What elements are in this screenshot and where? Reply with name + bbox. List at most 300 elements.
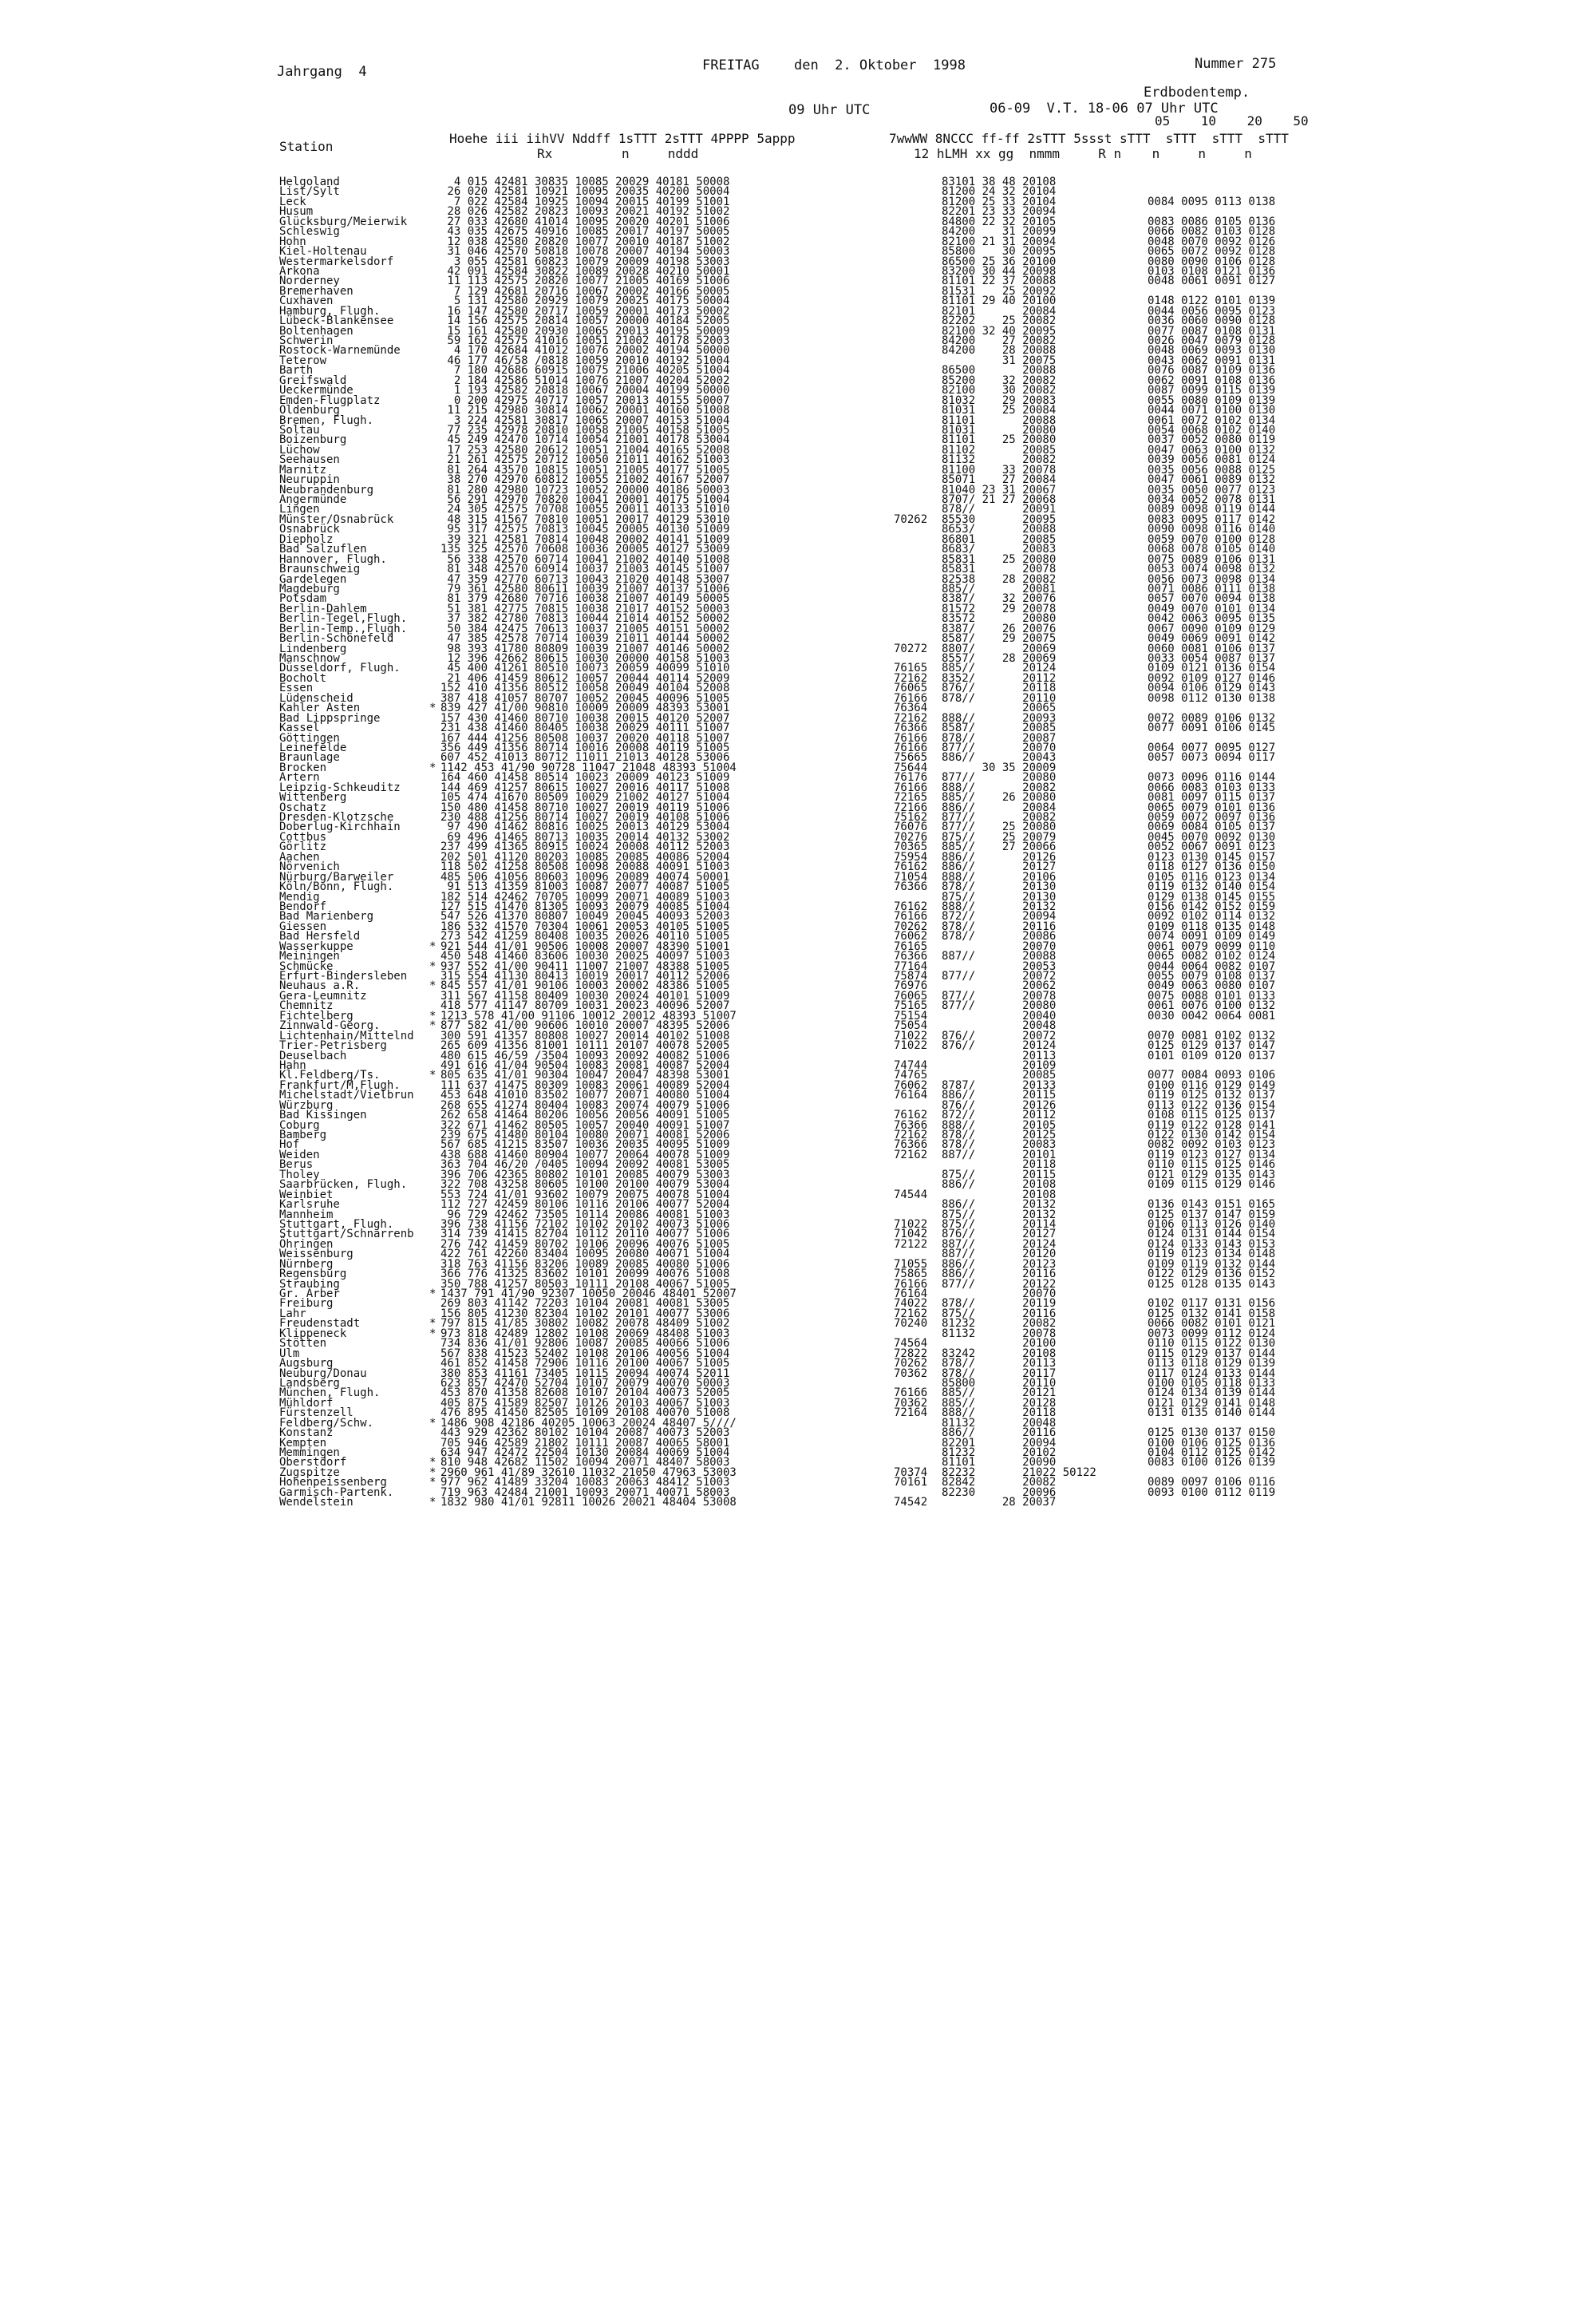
soil-temperatures: 0069 0084 0105 0137 bbox=[1148, 821, 1276, 834]
synop-values: 422 761 42260 83404 10095 20080 40071 51004 bbox=[440, 1248, 730, 1261]
station-name: Magdeburg bbox=[279, 582, 340, 595]
station-name: Straubing bbox=[279, 1277, 340, 1291]
station-column-header: Station bbox=[279, 139, 334, 154]
synop-values: 7 129 42681 20716 10067 20002 40166 50005 bbox=[440, 284, 730, 298]
synop-values: 81 264 43570 10815 10051 21005 40177 51005 bbox=[440, 463, 730, 477]
synop-values: 152 410 41356 80512 10058 20049 40104 52008 bbox=[440, 682, 730, 695]
synop-values: 111 637 41475 80309 10083 20061 40089 52004 bbox=[440, 1078, 730, 1092]
extra-group-a: 76162 bbox=[894, 900, 928, 913]
extra-group-b: 82842 20082 bbox=[942, 1476, 1057, 1489]
synop-values: 1 193 42582 20818 10067 20004 40199 50000 bbox=[440, 384, 730, 398]
extra-group-a: 76164 bbox=[894, 1288, 928, 1300]
soil-temperatures: 0122 0130 0142 0154 bbox=[1148, 1129, 1276, 1141]
extra-group-b: 81101 22 37 20088 bbox=[942, 275, 1057, 288]
station-name: Kassel bbox=[279, 722, 320, 735]
extra-group-b: 886// 20126 bbox=[942, 850, 1057, 864]
synop-values: 485 506 41056 80603 10096 20089 40074 50001 bbox=[440, 870, 730, 884]
synop-values: 300 591 41357 80808 10027 20014 40102 51008 bbox=[440, 1029, 730, 1042]
soil-temperatures: 0045 0070 0092 0130 bbox=[1148, 830, 1276, 844]
soil-temperatures: 0060 0081 0106 0137 bbox=[1148, 642, 1276, 655]
soil-temperatures: 0119 0123 0134 0148 bbox=[1148, 1248, 1276, 1261]
synop-values: 3 055 42581 60823 10079 20009 40198 53003 bbox=[440, 255, 730, 268]
extra-group-a: 75665 bbox=[894, 751, 928, 765]
soil-temperatures: 0061 0072 0102 0134 bbox=[1148, 413, 1276, 427]
extra-group-b: 20113 bbox=[942, 1049, 1057, 1062]
station-name: Bremen, Flugh. bbox=[279, 413, 374, 427]
jahrgang-label: Jahrgang 4 bbox=[277, 64, 367, 80]
mountain-marker: * bbox=[429, 1476, 437, 1489]
soil-temperatures: 0113 0122 0136 0154 bbox=[1148, 1098, 1276, 1112]
soil-temperatures: 0073 0096 0116 0144 bbox=[1148, 771, 1276, 785]
station-name: Hof bbox=[279, 1138, 300, 1152]
station-name: Essen bbox=[279, 682, 314, 695]
extra-group-a: 76166 bbox=[894, 691, 928, 705]
extra-group-b: 85071 27 20084 bbox=[942, 473, 1057, 487]
extra-group-b: 886// 20123 bbox=[942, 1257, 1057, 1271]
weekday-label: FREITAG bbox=[702, 57, 760, 73]
soil-temperatures: 0068 0078 0105 0140 bbox=[1148, 543, 1276, 556]
extra-group-a: 70374 bbox=[894, 1466, 928, 1479]
synop-values: 273 542 41259 80408 10035 20026 40110 51005 bbox=[440, 930, 730, 943]
extra-group-b: 878// 20091 bbox=[942, 503, 1057, 516]
soil-temperatures: 0124 0131 0144 0154 bbox=[1148, 1228, 1276, 1241]
extra-group-a: 72166 bbox=[894, 801, 928, 814]
station-name: Lindenberg bbox=[279, 642, 347, 655]
extra-group-a: 76164 bbox=[894, 1089, 928, 1102]
extra-group-a: 72162 bbox=[894, 1307, 928, 1320]
extra-group-b: 875// 25 20079 bbox=[942, 830, 1057, 844]
extra-group-a: 72162 bbox=[894, 711, 928, 725]
station-name: Brocken bbox=[279, 761, 327, 774]
soil-temperatures: 0062 0091 0108 0136 bbox=[1148, 374, 1276, 387]
station-name: Konstanz bbox=[279, 1426, 334, 1440]
extra-group-a: 70365 bbox=[894, 841, 928, 854]
synop-values: 418 577 41147 80709 10031 20023 40096 52007 bbox=[440, 999, 730, 1013]
station-name: List/Sylt bbox=[279, 185, 340, 199]
synop-values: 56 338 42570 60714 10041 21002 40140 51008 bbox=[440, 552, 730, 566]
extra-group-a: 76166 bbox=[894, 741, 928, 754]
extra-group-b: 81032 29 20083 bbox=[942, 394, 1057, 407]
extra-group-b: 84800 22 32 20105 bbox=[942, 215, 1057, 228]
synop-values: 127 515 41470 81305 10093 20079 40085 51004 bbox=[440, 900, 730, 913]
station-name: Stötten bbox=[279, 1337, 327, 1351]
soil-temperatures: 0054 0068 0102 0140 bbox=[1148, 423, 1276, 437]
synop-values: 239 675 41480 80104 10080 20071 40081 52006 bbox=[440, 1129, 730, 1141]
soil-temperatures: 0121 0129 0141 0148 bbox=[1148, 1396, 1276, 1410]
station-name: Teterow bbox=[279, 354, 327, 367]
extra-group-b: 81200 25 33 20104 bbox=[942, 195, 1057, 208]
extra-group-b: 888// 20093 bbox=[942, 711, 1057, 725]
station-name: Bad Kissingen bbox=[279, 1109, 367, 1122]
extra-group-b: 81132 20082 bbox=[942, 453, 1057, 467]
station-name: Soltau bbox=[279, 423, 320, 437]
station-name: Göttingen bbox=[279, 731, 340, 745]
synop-values: 480 615 46/59 /3504 10093 20092 40082 51006 bbox=[440, 1049, 730, 1062]
soil-temperatures: 0043 0062 0091 0131 bbox=[1148, 354, 1276, 367]
synop-values: 719 963 42484 21001 10093 20071 40071 58003 bbox=[440, 1485, 730, 1499]
synop-values: 810 948 42682 11502 10094 20071 48407 58003 bbox=[440, 1456, 730, 1469]
extra-group-a: 76166 bbox=[894, 1386, 928, 1400]
station-name: Wittenberg bbox=[279, 791, 347, 805]
extra-group-a: 76366 bbox=[894, 722, 928, 735]
synop-values: 311 567 41158 80409 10030 20024 40101 51009 bbox=[440, 989, 730, 1003]
synop-values: 45 249 42470 10714 10054 21001 40178 53004 bbox=[440, 433, 730, 447]
soil-temperatures: 0125 0137 0147 0159 bbox=[1148, 1208, 1276, 1221]
station-name: Landsberg bbox=[279, 1376, 340, 1390]
station-name: Potsdam bbox=[279, 592, 327, 606]
soil-temperatures: 0083 0095 0117 0142 bbox=[1148, 512, 1276, 526]
extra-group-b: 885// 26 20080 bbox=[942, 791, 1057, 805]
soil-temperatures: 0117 0124 0133 0144 bbox=[1148, 1367, 1276, 1380]
synop-values: 705 946 42589 21802 10111 20087 40065 58001 bbox=[440, 1436, 730, 1450]
obs-time-09utc: 09 Uhr UTC bbox=[788, 102, 871, 118]
extra-group-b: 86500 25 36 20100 bbox=[942, 255, 1057, 268]
station-name: Lichtenhain/Mittelnd bbox=[279, 1029, 414, 1042]
extra-group-b: 82100 32 40 20095 bbox=[942, 324, 1057, 338]
synop-values: 396 738 41156 72102 10102 20102 40073 51006 bbox=[440, 1217, 730, 1231]
synop-values: 797 815 41/85 30802 10082 20078 48409 51002 bbox=[440, 1317, 730, 1331]
station-name: Helgoland bbox=[279, 176, 340, 188]
station-name: Greifswald bbox=[279, 374, 347, 387]
extra-group-a: 70262 bbox=[894, 1357, 928, 1371]
extra-group-b: 84200 31 20099 bbox=[942, 225, 1057, 239]
extra-group-b: 885// 20124 bbox=[942, 662, 1057, 675]
soil-temperatures: 0100 0106 0125 0136 bbox=[1148, 1436, 1276, 1450]
synop-values: 150 480 41458 80710 10027 20019 40119 51006 bbox=[440, 801, 730, 814]
synop-values: 43 035 42675 40916 10085 20017 40197 50005 bbox=[440, 225, 730, 239]
synop-values: 314 739 41415 82704 10112 20110 40077 51006 bbox=[440, 1228, 730, 1241]
extra-group-b: 872// 20094 bbox=[942, 910, 1057, 924]
station-name: Lahr bbox=[279, 1307, 306, 1320]
station-name: Gera-Leumnitz bbox=[279, 989, 367, 1003]
synop-values: 363 704 46/20 /0405 10094 20092 40081 53005 bbox=[440, 1158, 730, 1172]
soil-temperatures: 0156 0142 0152 0159 bbox=[1148, 900, 1276, 913]
extra-column-subheader: 12 hLMH xx gg nmmm R n n n n bbox=[914, 146, 1252, 161]
extra-group-b: 85800 20110 bbox=[942, 1376, 1057, 1390]
synop-values: 453 648 41010 83502 10077 20071 40080 51004 bbox=[440, 1089, 730, 1102]
station-name: Diepholz bbox=[279, 532, 334, 546]
synop-values: 921 544 41/01 90506 10008 20007 48390 51001 bbox=[440, 939, 730, 953]
soil-temperatures: 0102 0117 0131 0156 bbox=[1148, 1297, 1276, 1311]
soil-temperatures: 0077 0091 0106 0145 bbox=[1148, 722, 1276, 735]
extra-group-a: 77164 bbox=[894, 959, 928, 973]
station-name: Westermarkelsdorf bbox=[279, 255, 394, 268]
synop-values: 156 805 41230 82304 10102 20101 40077 53006 bbox=[440, 1307, 730, 1320]
station-name: Berlin-Dahlem bbox=[279, 602, 367, 615]
station-name: Michelstadt/Vielbrun bbox=[279, 1089, 414, 1102]
synop-values: 38 270 42970 60812 10055 21002 40167 52007 bbox=[440, 473, 730, 487]
mountain-marker: * bbox=[429, 1288, 437, 1300]
extra-group-b: 81031 20080 bbox=[942, 423, 1057, 437]
station-name: Düsseldorf, Flugh. bbox=[279, 662, 401, 675]
soil-temperatures: 0057 0073 0094 0117 bbox=[1148, 751, 1276, 765]
extra-group-b: 885// 20121 bbox=[942, 1386, 1057, 1400]
extra-group-b: 82100 30 20082 bbox=[942, 384, 1057, 398]
extra-group-b: 86801 20085 bbox=[942, 532, 1057, 546]
extra-group-b: 886// 20116 bbox=[942, 1268, 1057, 1281]
soil-temperatures: 0044 0071 0100 0130 bbox=[1148, 404, 1276, 417]
synop-values: 26 020 42581 10921 10095 20035 40200 50004 bbox=[440, 185, 730, 199]
station-name: Tholey bbox=[279, 1168, 320, 1181]
soil-temperatures: 0077 0087 0108 0131 bbox=[1148, 324, 1276, 338]
station-name: Lingen bbox=[279, 503, 320, 516]
extra-group-a: 72162 bbox=[894, 671, 928, 685]
extra-group-a: 71054 bbox=[894, 870, 928, 884]
soil-temperatures: 0087 0099 0115 0139 bbox=[1148, 384, 1276, 398]
extra-group-b: 888// 20118 bbox=[942, 1406, 1057, 1420]
soil-temperatures: 0125 0130 0137 0150 bbox=[1148, 1426, 1276, 1440]
extra-group-a: 74765 bbox=[894, 1069, 928, 1082]
obs-time-range: 06-09 V.T. 18-06 07 Uhr UTC bbox=[990, 101, 1219, 117]
synop-values: 623 857 42470 52704 10107 20079 40070 50003 bbox=[440, 1376, 730, 1390]
station-name: Weissenburg bbox=[279, 1248, 354, 1261]
extra-group-a: 70362 bbox=[894, 1367, 928, 1380]
synop-values: 135 325 42570 70608 10036 20005 40127 53009 bbox=[440, 543, 730, 556]
synop-values: 268 655 41274 80404 10083 20074 40079 51006 bbox=[440, 1098, 730, 1112]
synop-values: 105 474 41670 80509 10029 21002 40127 51004 bbox=[440, 791, 730, 805]
soil-temperatures: 0124 0134 0139 0144 bbox=[1148, 1386, 1276, 1400]
extra-group-b: 878// 20130 bbox=[942, 880, 1057, 894]
extra-group-b: 81101 20090 bbox=[942, 1456, 1057, 1469]
synop-column-subheader: Rx n nddd bbox=[537, 146, 699, 161]
extra-group-a: 70262 bbox=[894, 512, 928, 526]
synop-values: 845 557 41/01 90106 10003 20002 48386 51005 bbox=[440, 979, 730, 993]
station-name: Bad Salzuflen bbox=[279, 543, 367, 556]
extra-group-a: 72162 bbox=[894, 1129, 928, 1141]
extra-group-b: 84200 28 20088 bbox=[942, 344, 1057, 358]
extra-group-b: 875// 20116 bbox=[942, 1307, 1057, 1320]
station-name: Nörvenich bbox=[279, 860, 340, 874]
station-name: Angermünde bbox=[279, 493, 347, 506]
soil-temperatures: 0080 0090 0106 0128 bbox=[1148, 255, 1276, 268]
station-name: Osnabrück bbox=[279, 523, 340, 536]
station-name: Oldenburg bbox=[279, 404, 340, 417]
synop-values: 42 091 42584 30822 10089 20028 40210 50001 bbox=[440, 264, 730, 278]
station-name: Mannheim bbox=[279, 1208, 334, 1221]
station-name: Leck bbox=[279, 195, 306, 208]
extra-group-b: 85200 32 20082 bbox=[942, 374, 1057, 387]
extra-group-b: 82101 20084 bbox=[942, 304, 1057, 318]
synop-values: 1142 453 41/90 90728 11047 21048 48393 51004 bbox=[440, 761, 737, 774]
extra-group-a: 70362 bbox=[894, 1396, 928, 1410]
extra-group-a: 75162 bbox=[894, 811, 928, 824]
station-name: Feldberg/Schw. bbox=[279, 1416, 374, 1430]
synop-values: 12 038 42580 20820 10077 20010 40187 51002 bbox=[440, 235, 730, 248]
extra-group-a: 76176 bbox=[894, 771, 928, 785]
soil-temperatures: 0036 0060 0090 0128 bbox=[1148, 314, 1276, 328]
synop-values: 237 499 41365 80915 10024 20008 40112 52003 bbox=[440, 841, 730, 854]
station-name: Wasserkuppe bbox=[279, 939, 354, 953]
station-name: Leipzig-Schkeuditz bbox=[279, 781, 401, 794]
extra-group-a: 72162 bbox=[894, 1148, 928, 1161]
synop-values: 491 616 41/04 90504 10083 20081 40087 52004 bbox=[440, 1058, 730, 1072]
extra-group-b: 886// 20108 bbox=[942, 1178, 1057, 1192]
soil-temperatures: 0098 0112 0130 0138 bbox=[1148, 691, 1276, 705]
station-name: Boltenhagen bbox=[279, 324, 354, 338]
station-name: Lübeck-Blankensee bbox=[279, 314, 394, 328]
extra-group-b: 877// 20080 bbox=[942, 771, 1057, 785]
extra-group-b: 876// 20072 bbox=[942, 1029, 1057, 1042]
extra-group-b: 81100 33 20078 bbox=[942, 463, 1057, 477]
soil-temperatures: 0106 0113 0126 0140 bbox=[1148, 1217, 1276, 1231]
extra-group-b: 20048 bbox=[942, 1019, 1057, 1033]
soil-temperatures: 0057 0070 0094 0138 bbox=[1148, 592, 1276, 606]
extra-group-b: 872// 20112 bbox=[942, 1109, 1057, 1122]
soil-temperatures: 0092 0109 0127 0146 bbox=[1148, 671, 1276, 685]
soil-temperatures: 0115 0129 0137 0144 bbox=[1148, 1347, 1276, 1360]
synop-values: 443 929 42362 80102 10104 20087 40073 52003 bbox=[440, 1426, 730, 1440]
synop-values: 1832 980 41/01 92811 10026 20021 48404 53008 bbox=[440, 1496, 737, 1509]
station-name: Weiden bbox=[279, 1148, 320, 1161]
synop-values: 322 708 43258 80605 10100 20100 40079 53004 bbox=[440, 1178, 730, 1192]
station-name: Kiel-Holtenau bbox=[279, 245, 367, 259]
synop-values: 51 381 42775 70815 10038 21017 40152 50003 bbox=[440, 602, 730, 615]
soil-temperatures: 0048 0061 0091 0127 bbox=[1148, 275, 1276, 288]
synop-values: 79 361 42580 80611 10039 21007 40137 51006 bbox=[440, 582, 730, 595]
station-name: Gardelegen bbox=[279, 572, 347, 586]
soil-temperatures: 0030 0042 0064 0081 bbox=[1148, 1009, 1276, 1022]
extra-group-b: 876// 20124 bbox=[942, 1039, 1057, 1053]
extra-group-b: 887// 20088 bbox=[942, 950, 1057, 963]
extra-group-b: 8653/ 20088 bbox=[942, 523, 1057, 536]
station-name: Barth bbox=[279, 364, 314, 378]
extra-group-b: 877// 20082 bbox=[942, 811, 1057, 824]
synop-values: 16 147 42580 20717 10059 20001 40173 50002 bbox=[440, 304, 730, 318]
extra-group-b: 20053 bbox=[942, 959, 1057, 973]
extra-group-b: 878// 20086 bbox=[942, 930, 1057, 943]
soil-temperatures: 0073 0099 0112 0124 bbox=[1148, 1327, 1276, 1340]
extra-group-b: 81040 23 31 20067 bbox=[942, 483, 1057, 496]
synop-values: 98 393 41780 80809 10039 21007 40146 50002 bbox=[440, 642, 730, 655]
station-name: Glücksburg/Meierwik bbox=[279, 215, 408, 228]
synop-values: 450 548 41460 83606 10030 20025 40097 51003 bbox=[440, 950, 730, 963]
synop-values: 3 224 42581 30817 10065 20007 40153 51004 bbox=[440, 413, 730, 427]
extra-group-a: 70240 bbox=[894, 1317, 928, 1331]
synop-values: 7 180 42686 60915 10075 21006 40205 51004 bbox=[440, 364, 730, 378]
extra-group-b: 887// 20124 bbox=[942, 1237, 1057, 1251]
soil-temperatures: 0048 0069 0093 0130 bbox=[1148, 344, 1276, 358]
extra-group-a: 71042 bbox=[894, 1228, 928, 1241]
synop-values: 47 359 42770 60713 10043 21020 40148 53007 bbox=[440, 572, 730, 586]
synop-values: 567 838 41523 52402 10108 20106 40056 51004 bbox=[440, 1347, 730, 1360]
mountain-marker: * bbox=[429, 939, 437, 953]
soil-temperatures: 0129 0138 0145 0155 bbox=[1148, 890, 1276, 904]
extra-group-b: 81132 20048 bbox=[942, 1416, 1057, 1430]
soil-temperatures: 0092 0102 0114 0132 bbox=[1148, 910, 1276, 924]
synop-values: 877 582 41/00 90606 10010 20007 48395 52006 bbox=[440, 1019, 730, 1033]
synop-values: 97 490 41462 80816 10025 20013 40129 53004 bbox=[440, 821, 730, 834]
soil-temperatures: 0061 0079 0099 0110 bbox=[1148, 939, 1276, 953]
extra-column-header: 7wwWW 8NCCC ff-ff 2sTTT 5ssst sTTT sTTT sTTT sTTT bbox=[889, 131, 1289, 146]
extra-group-b: 85831 25 20080 bbox=[942, 552, 1057, 566]
synop-values: 265 609 41356 81001 10111 20107 40078 52005 bbox=[440, 1039, 730, 1053]
station-name: Schmücke bbox=[279, 959, 334, 973]
synop-values: 366 776 41325 83602 10101 20099 40076 51008 bbox=[440, 1268, 730, 1281]
extra-group-b: 20108 bbox=[942, 1188, 1057, 1201]
extra-group-a: 75874 bbox=[894, 970, 928, 983]
extra-group-b: 20100 bbox=[942, 1337, 1057, 1351]
station-name: Arkona bbox=[279, 264, 320, 278]
synop-values: 438 688 41460 80904 10077 20064 40078 51009 bbox=[440, 1148, 730, 1161]
station-name: Lüchow bbox=[279, 443, 320, 457]
extra-group-b: 888// 20106 bbox=[942, 870, 1057, 884]
synop-values: 380 853 41161 73405 10115 20094 40074 52011 bbox=[440, 1367, 730, 1380]
extra-group-b: 83572 20080 bbox=[942, 612, 1057, 626]
station-name: Bocholt bbox=[279, 671, 327, 685]
extra-group-b: 885// 20081 bbox=[942, 582, 1057, 595]
synop-values: 24 305 42575 70708 10055 20011 40133 51010 bbox=[440, 503, 730, 516]
synop-values: 81 348 42570 60914 10037 21003 40145 51007 bbox=[440, 563, 730, 576]
synop-values: 39 321 42581 70814 10048 20002 40141 51009 bbox=[440, 532, 730, 546]
soil-temperatures: 0047 0063 0100 0132 bbox=[1148, 443, 1276, 457]
soil-temperatures: 0053 0074 0098 0132 bbox=[1148, 563, 1276, 576]
soil-depth-header: 05 10 20 50 bbox=[1155, 113, 1309, 129]
synop-values: 1213 578 41/00 91106 10012 20012 48393 51007 bbox=[440, 1009, 737, 1022]
extra-group-b: 886// 20043 bbox=[942, 751, 1057, 765]
extra-group-a: 76166 bbox=[894, 731, 928, 745]
soil-temperatures: 0075 0089 0106 0131 bbox=[1148, 552, 1276, 566]
extra-group-a: 75865 bbox=[894, 1268, 928, 1281]
extra-group-a: 76076 bbox=[894, 821, 928, 834]
station-name: Görlitz bbox=[279, 841, 327, 854]
station-name: Erfurt-Bindersleben bbox=[279, 970, 408, 983]
extra-group-b: 8587/ 29 20075 bbox=[942, 632, 1057, 646]
station-name: Hannover, Flugh. bbox=[279, 552, 387, 566]
extra-group-b: 83200 30 44 20098 bbox=[942, 264, 1057, 278]
soil-temperatures: 0065 0079 0101 0136 bbox=[1148, 801, 1276, 814]
extra-group-a: 71022 bbox=[894, 1217, 928, 1231]
extra-group-b: 887// 20120 bbox=[942, 1248, 1057, 1261]
extra-group-b: 888// 20105 bbox=[942, 1118, 1057, 1132]
extra-group-b: 85831 20078 bbox=[942, 563, 1057, 576]
synop-values: 607 452 41013 80712 11011 21013 40128 53006 bbox=[440, 751, 730, 765]
station-name: Regensburg bbox=[279, 1268, 347, 1281]
extra-group-a: 76364 bbox=[894, 702, 928, 715]
soil-temperatures: 0066 0082 0103 0128 bbox=[1148, 225, 1276, 239]
synop-values: 977 962 41489 33204 10083 20063 48412 51003 bbox=[440, 1476, 730, 1489]
station-name: Saarbrücken, Flugh. bbox=[279, 1178, 408, 1192]
mountain-marker: * bbox=[429, 1456, 437, 1469]
extra-group-b: 84200 27 20082 bbox=[942, 334, 1057, 347]
soil-temperatures: 0101 0109 0120 0137 bbox=[1148, 1049, 1276, 1062]
station-name: Ulm bbox=[279, 1347, 300, 1360]
extra-group-a: 74564 bbox=[894, 1337, 928, 1351]
synop-values: 0 200 42975 40717 10057 20013 40155 50007 bbox=[440, 394, 730, 407]
extra-group-b: 885// 20128 bbox=[942, 1396, 1057, 1410]
station-name: Norderney bbox=[279, 275, 340, 288]
station-name: Rostock-Warnemünde bbox=[279, 344, 401, 358]
extra-group-b: 28 20037 bbox=[942, 1496, 1057, 1509]
synop-values: 350 788 41257 80503 10111 20108 40067 51005 bbox=[440, 1277, 730, 1291]
station-name: Karlsruhe bbox=[279, 1198, 340, 1212]
soil-temperatures: 0084 0095 0113 0138 bbox=[1148, 195, 1276, 208]
soil-temperatures: 0047 0061 0089 0132 bbox=[1148, 473, 1276, 487]
synop-values: 805 635 41/01 90304 10047 20047 48398 53001 bbox=[440, 1069, 730, 1082]
station-name: Oschatz bbox=[279, 801, 327, 814]
station-name: Bad Hersfeld bbox=[279, 930, 361, 943]
soil-temperatures: 0071 0086 0111 0138 bbox=[1148, 582, 1276, 595]
extra-group-a: 76162 bbox=[894, 860, 928, 874]
extra-group-a: 74744 bbox=[894, 1058, 928, 1072]
station-name: Cuxhaven bbox=[279, 295, 334, 308]
extra-group-b: 20118 bbox=[942, 1158, 1057, 1172]
extra-group-a: 75954 bbox=[894, 850, 928, 864]
station-name: Neubrandenburg bbox=[279, 483, 374, 496]
soil-temperatures: 0039 0056 0081 0124 bbox=[1148, 453, 1276, 467]
synop-values: 37 382 42780 70813 10044 21014 40152 50002 bbox=[440, 612, 730, 626]
extra-group-b: 85800 30 20095 bbox=[942, 245, 1057, 259]
synop-values: 91 513 41359 81003 10087 20077 40087 51005 bbox=[440, 880, 730, 894]
